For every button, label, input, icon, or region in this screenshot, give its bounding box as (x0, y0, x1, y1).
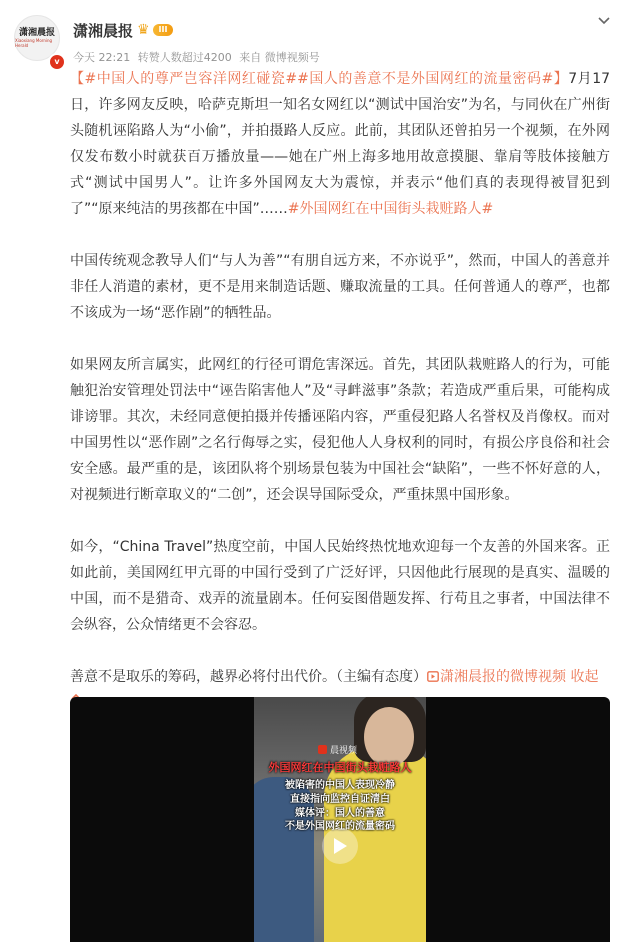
video-icon (427, 671, 439, 682)
bracket-close: 】 (553, 71, 569, 87)
video-caption: 媒体评：国人的善意 (295, 808, 385, 819)
paragraph-text: 善意不是取乐的筹码，越界必将付出代价。（主编有态度） (70, 669, 427, 685)
paragraph-4: 如今，“China Travel”热度空前，中国人民始终热忱地欢迎每一个友善的外国来客。正如此前，美国网红甲亢哥的中国行受到了广泛好评，只因他此行展现的是真实、温暖的中国，而不是猎奇、戏弄的流量剧本。任何妄图借题发挥、行苟且之事者，中国法律不会纵容，公众情绪更不会容忍。 (70, 539, 610, 633)
post-header (0, 0, 635, 70)
post-source[interactable]: 来自 微博视频号 (239, 51, 320, 64)
collapse-button[interactable]: 收起 (570, 669, 599, 685)
level-label: III (153, 24, 173, 36)
video-channel-label (318, 743, 357, 756)
topic-link[interactable]: #国人的善意不是外国网红的流量密码# (297, 71, 554, 87)
paragraph-3: 如果网友所言属实，此网红的行径可谓危害深远。首先，其团队栽赃路人的行为，可能触犯治安管理处罚法中“诬告陷害他人”及“寻衅滋事”条款；若造成严重后果，可能构成诽谤罪。其次，未经同意便拍摄并传播诬陷内容，严重侵犯路人名誉权及肖像权。而对中国男性以“恶作剧”之名行侮辱之实，侵犯他人人身权利的同时，有损公序良俗和社会安全感。最严重的是，该团队将个别场景包装为中国社会“缺陷”，一些不怀好意的人，对视频进行断章取义的“二创”，还会误导国际受众，严重抹黑中国形象。 (70, 357, 610, 503)
post-content (70, 66, 610, 710)
bracket-open: 【 (70, 71, 85, 87)
video-caption: 外国网红在中国街头栽赃路人 (268, 761, 412, 774)
paragraph-1 (70, 66, 610, 222)
avatar-logo-subtext: Xiaoxiang Morning Herald (15, 38, 53, 48)
topic-link[interactable]: #中国人的尊严岂容洋网红碰瓷# (84, 71, 298, 87)
video-caption: 被陷害的中国人表现冷静 (285, 780, 395, 791)
video-caption: 直接指向监控自证清白 (290, 794, 390, 805)
play-icon[interactable] (322, 828, 358, 864)
video-player[interactable] (70, 697, 610, 942)
paragraph-2: 中国传统观念教导人们“与人为善”“有朋自远方来，不亦说乎”，然而，中国人的善意并非任人消遣的素材，更不是用来制造话题、赚取流量的工具。任何普通人的尊严，也都不该成为一场“恶作剧”的牺牲品。 (70, 253, 610, 321)
member-level-badge[interactable] (137, 22, 175, 38)
avatar-logo-text: 潇湘晨报 (18, 28, 55, 38)
crown-icon: ♛ (137, 22, 150, 38)
author-name[interactable]: 潇湘晨报 (73, 22, 134, 40)
post-time[interactable]: 今天 22:21 (73, 51, 131, 64)
paragraph-text: 7月17日，许多网友反映，哈萨克斯坦一知名女网红以“测试中国治安”为名，与同伙在广州街头随机诬陷路人为“小偷”，并拍摄路人反应。此前，其团队还曾拍另一个视频，在外网仅发布数小时就获百万播放量——她在广州上海多地用故意摸腿、靠肩等肢体接触方式“测试中国男人”。让许多外国网友大为震惊，并表示“他们真的表现得被冒犯到了”“原来纯洁的男孩都在中国”…… (70, 71, 611, 217)
channel-name: 晨视频 (330, 746, 358, 756)
chevron-down-icon[interactable] (596, 14, 612, 30)
thumbnail-person (364, 707, 414, 767)
like-stat: 转赞人数超过4200 (137, 51, 232, 64)
verified-badge-icon: v (48, 53, 66, 71)
channel-logo-icon (318, 745, 327, 754)
video-link[interactable] (427, 669, 566, 685)
topic-link[interactable]: #外国网红在中国街头栽赃路人# (287, 201, 494, 217)
video-caption: 不是外国网红的流量密码 (285, 821, 395, 832)
post-meta (73, 49, 324, 65)
video-link-label: 潇湘晨报的微博视频 (440, 669, 566, 685)
video-thumbnail (254, 697, 426, 942)
